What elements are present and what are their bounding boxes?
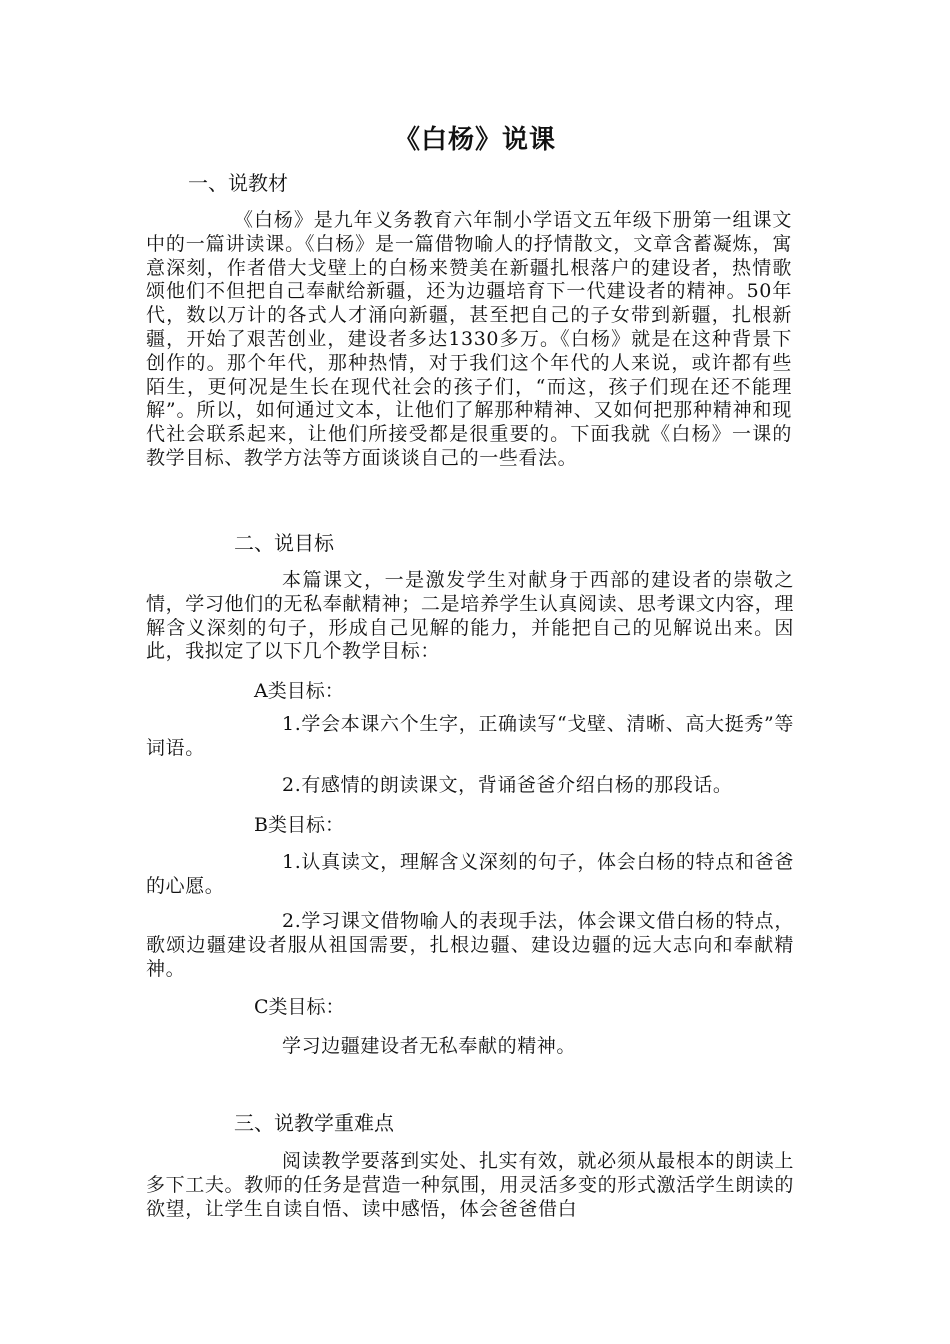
paragraph-goals-intro: 本篇课文，一是激发学生对献身于西部的建设者的崇敬之情，学习他们的无私奉献精神；二是培养学生认真阅读、思考课文内容，理解含义深刻的句子，形成自己见解的能力，并能把自己的见解说出来。因此，我拟定了以下几个教学目标：: [146, 569, 794, 663]
goal-b-item-1: 1.认真读文，理解含义深刻的句子，体会白杨的特点和爸爸的心愿。: [146, 851, 794, 897]
section-heading-1: 一、说教材: [188, 171, 288, 195]
paragraph-textbook: 《白杨》是九年义务教育六年制小学语文五年级下册第一组课文中的一篇讲读课。《白杨》是一篇借物喻人的抒情散文，文章含蓄凝炼，寓意深刻，作者借大戈壁上的白杨来赞美在新疆扎根落户的建设者，热情歌颂他们不但把自己奉献给新疆，还为边疆培育下一代建设者的精神。50年代，数以万计的各式人才涌向新疆，甚至把自己的子女带到新疆，扎根新疆，开始了艰苦创业，建设者多达1330多万。《白杨》就是在这种背景下创作的。那个年代，那种热情，对于我们这个年代的人来说，或许都有些陌生，更何况是生长在现代社会的孩子们，“而这，孩子们现在还不能理解”。所以，如何通过文本，让他们了解那种精神、又如何把那种精神和现代社会联系起来，让他们所接受都是很重要的。下面我就《白杨》一课的教学目标、教学方法等方面谈谈自己的一些看法。: [146, 209, 792, 469]
section-heading-2: 二、说目标: [234, 531, 334, 555]
goal-a-item-1: 1.学会本课六个生字，正确读写“戈壁、清晰、高大挺秀”等词语。: [146, 713, 794, 759]
goal-b-item-2: 2.学习课文借物喻人的表现手法，体会课文借白杨的特点，歌颂边疆建设者服从祖国需要，扎根边疆、建设边疆的远大志向和奉献精神。: [146, 910, 794, 980]
goal-a-label: A类目标：: [254, 680, 344, 702]
section-heading-3: 三、说教学重难点: [234, 1111, 394, 1135]
goal-c-item-1: 学习边疆建设者无私奉献的精神。: [282, 1035, 577, 1057]
page-title: 《白杨》说课: [393, 125, 556, 155]
goal-b-label: B类目标：: [254, 814, 344, 836]
goal-a-item-2: 2.有感情的朗读课文，背诵爸爸介绍白杨的那段话。: [282, 774, 733, 796]
goal-c-label: C类目标：: [254, 996, 345, 1018]
paragraph-key-points: 阅读教学要落到实处、扎实有效，就必须从最根本的朗读上多下工夫。教师的任务是营造一种氛围，用灵活多变的形式激活学生朗读的欲望，让学生自读自悟、读中感悟，体会爸爸借白: [146, 1150, 794, 1220]
